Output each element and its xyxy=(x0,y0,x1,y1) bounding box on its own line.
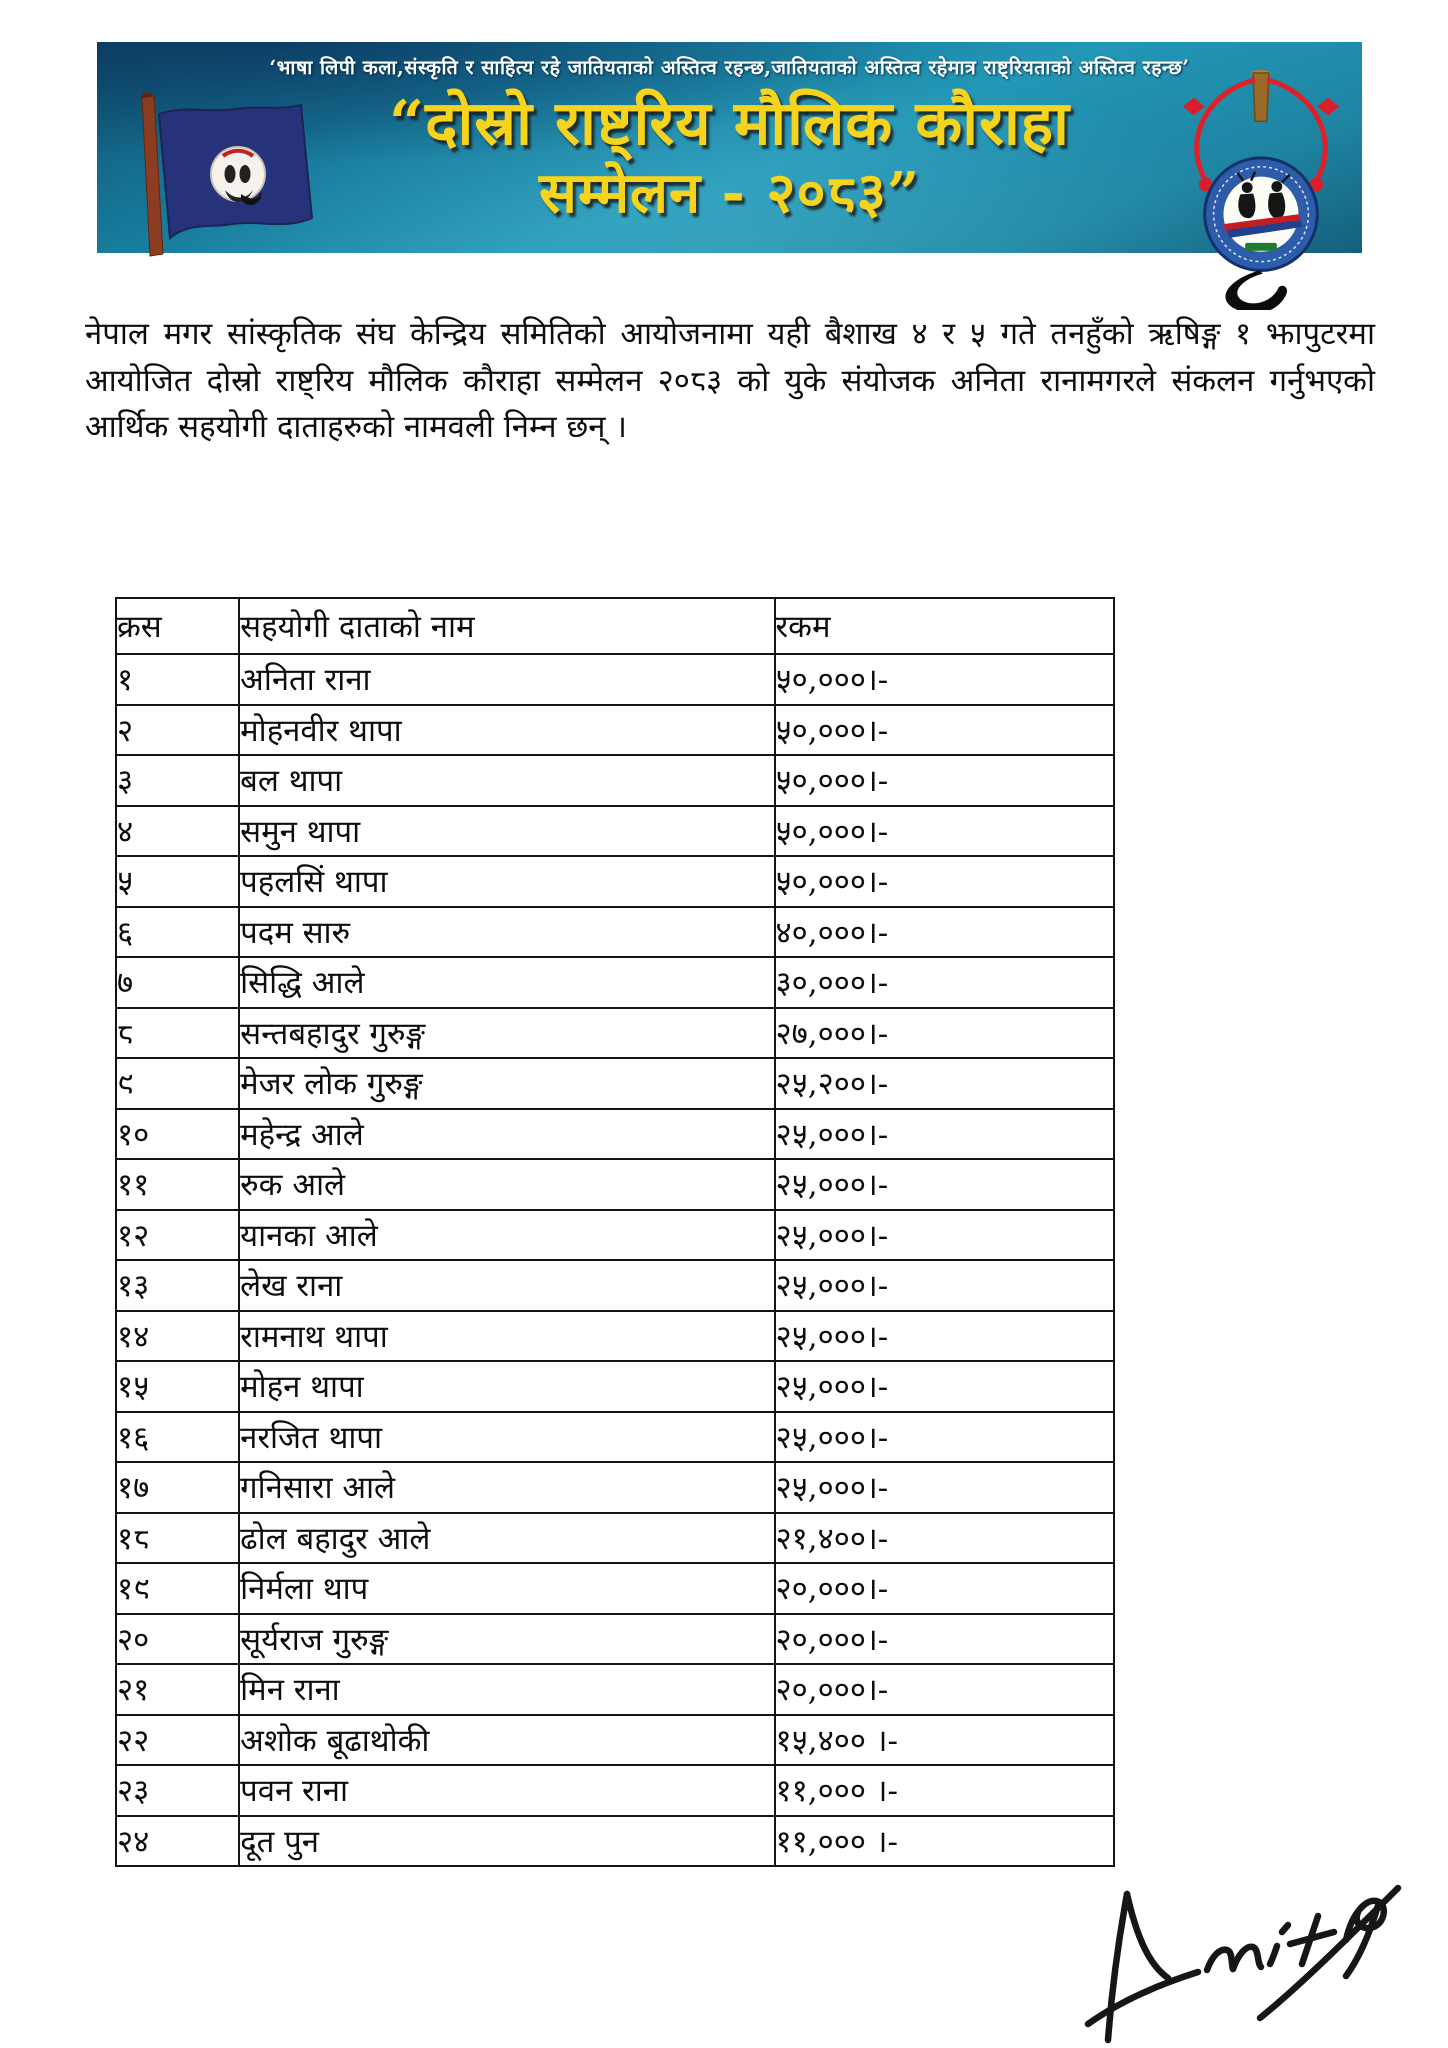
donor-serial: १६ xyxy=(116,1412,239,1463)
donor-serial: ८ xyxy=(116,1008,239,1059)
donor-row xyxy=(116,654,1114,705)
donor-serial: १९ xyxy=(116,1563,239,1614)
donor-name: लेख राना xyxy=(239,1260,774,1311)
donor-name: सन्तबहादुर गुरुङ्ग xyxy=(239,1008,774,1059)
donor-row xyxy=(116,1513,1114,1564)
donor-name: महेन्द्र आले xyxy=(239,1109,774,1160)
signature-anita-graphic xyxy=(1002,1872,1406,2048)
donor-serial: २ xyxy=(116,705,239,756)
donor-serial: २१ xyxy=(116,1664,239,1715)
donor-name: सिद्धि आले xyxy=(239,957,774,1008)
donor-row xyxy=(116,1008,1114,1059)
donor-name: अशोक बूढाथोकी xyxy=(239,1715,774,1766)
donor-amount: २५,०००।- xyxy=(775,1311,1115,1362)
donor-row xyxy=(116,1159,1114,1210)
donor-name: गनिसारा आले xyxy=(239,1462,774,1513)
donor-row xyxy=(116,856,1114,907)
donor-name: मोहनवीर थापा xyxy=(239,705,774,756)
donor-serial: ३ xyxy=(116,755,239,806)
donor-amount: ५०,०००।- xyxy=(775,654,1115,705)
banner-motto: ‘भाषा लिपी कला,संस्कृति र साहित्य रहे जातियताको अस्तित्व रहन्छ,जातियताको अस्तित्व रहेमात्र राष्ट्रियताको अस्तित्व रहन्छ’ xyxy=(269,56,1190,79)
donor-row xyxy=(116,957,1114,1008)
donor-row xyxy=(116,1715,1114,1766)
donor-amount: १५,४०० ।- xyxy=(775,1715,1115,1766)
header-donor-name: सहयोगी दाताको नाम xyxy=(239,598,774,654)
donor-amount: २०,०००।- xyxy=(775,1614,1115,1665)
header-serial: क्रस xyxy=(116,598,239,654)
donor-row xyxy=(116,806,1114,857)
donor-serial: ७ xyxy=(116,957,239,1008)
donor-amount: ३०,०००।- xyxy=(775,957,1115,1008)
donor-amount: २५,२००।- xyxy=(775,1058,1115,1109)
banner-title-line2: सम्मेलन - २०८३” xyxy=(538,160,921,226)
donor-name: नरजित थापा xyxy=(239,1412,774,1463)
donor-row xyxy=(116,1462,1114,1513)
intro-paragraph: नेपाल मगर सांस्कृतिक संघ केन्द्रिय समितिको आयोजनामा यही बैशाख ४ र ५ गते तनहुँको ऋषिङ्ग १ झापुटरमा आयोजित दोस्रो राष्ट्रिय मौलिक कौराहा सम्मेलन २०८३ को युके संयोजक अनिता रानामगरले संकलन गर्नुभएको आर्थिक सहयोगी दाताहरुको नामवली निम्न छन् । xyxy=(85,316,1375,445)
donor-amount: २५,०००।- xyxy=(775,1361,1115,1412)
donor-serial: २४ xyxy=(116,1816,239,1867)
donor-name: पवन राना xyxy=(239,1765,774,1816)
donor-amount: ५०,०००।- xyxy=(775,755,1115,806)
donors-table xyxy=(115,597,1115,1867)
donor-serial: २० xyxy=(116,1614,239,1665)
magar-flag-graphic xyxy=(113,90,331,262)
donor-row xyxy=(116,755,1114,806)
donor-serial: ११ xyxy=(116,1159,239,1210)
donor-row xyxy=(116,907,1114,958)
kauraha-emblem-graphic xyxy=(1172,68,1350,310)
donor-amount: ४०,०००।- xyxy=(775,907,1115,958)
donor-serial: ४ xyxy=(116,806,239,857)
donors-table-head xyxy=(116,598,1114,654)
donor-name: पदम सारु xyxy=(239,907,774,958)
donor-amount: २५,०००।- xyxy=(775,1462,1115,1513)
donor-row xyxy=(116,1361,1114,1412)
donor-serial: १ xyxy=(116,654,239,705)
donor-name: अनिता राना xyxy=(239,654,774,705)
donor-serial: २२ xyxy=(116,1715,239,1766)
donor-name: निर्मला थाप xyxy=(239,1563,774,1614)
donor-name: रुक आले xyxy=(239,1159,774,1210)
donor-row xyxy=(116,1816,1114,1867)
donor-amount: ५०,०००।- xyxy=(775,806,1115,857)
kauraha-emblem-icon xyxy=(1172,68,1350,308)
donor-name: मिन राना xyxy=(239,1664,774,1715)
donor-serial: १७ xyxy=(116,1462,239,1513)
donor-serial: १२ xyxy=(116,1210,239,1261)
donor-amount: २५,०००।- xyxy=(775,1159,1115,1210)
donor-name: दूत पुन xyxy=(239,1816,774,1867)
donor-row xyxy=(116,1664,1114,1715)
donor-serial: ६ xyxy=(116,907,239,958)
donors-table-body xyxy=(116,654,1114,1866)
donor-row xyxy=(116,1311,1114,1362)
donor-amount: ५०,०००।- xyxy=(775,705,1115,756)
header-row xyxy=(116,598,1114,654)
banner-title-line1: “दोस्रो राष्ट्रिय मौलिक कौराहा xyxy=(388,88,1070,159)
donor-amount: २०,०००।- xyxy=(775,1664,1115,1715)
donor-name: मोहन थापा xyxy=(239,1361,774,1412)
donor-name: ढोल बहादुर आले xyxy=(239,1513,774,1564)
donor-name: यानका आले xyxy=(239,1210,774,1261)
conference-banner xyxy=(97,42,1362,253)
donor-amount: २०,०००।- xyxy=(775,1563,1115,1614)
donor-amount: ११,००० ।- xyxy=(775,1765,1115,1816)
donor-amount: २५,०००।- xyxy=(775,1260,1115,1311)
donor-row xyxy=(116,1614,1114,1665)
donor-amount: २५,०००।- xyxy=(775,1109,1115,1160)
donor-name: सूर्यराज गुरुङ्ग xyxy=(239,1614,774,1665)
donor-row xyxy=(116,1260,1114,1311)
donor-amount: २५,०००।- xyxy=(775,1210,1115,1261)
donor-serial: १५ xyxy=(116,1361,239,1412)
donor-amount: २१,४००।- xyxy=(775,1513,1115,1564)
donor-serial: २३ xyxy=(116,1765,239,1816)
donor-amount: ५०,०००।- xyxy=(775,856,1115,907)
donor-amount: २७,०००।- xyxy=(775,1008,1115,1059)
donor-row xyxy=(116,1412,1114,1463)
donor-name: रामनाथ थापा xyxy=(239,1311,774,1362)
donor-amount: ११,००० ।- xyxy=(775,1816,1115,1867)
donor-serial: १३ xyxy=(116,1260,239,1311)
donor-serial: ९ xyxy=(116,1058,239,1109)
magar-flag-icon xyxy=(113,90,331,262)
header-amount: रकम xyxy=(775,598,1115,654)
donor-serial: ५ xyxy=(116,856,239,907)
donor-row xyxy=(116,1058,1114,1109)
donor-row xyxy=(116,705,1114,756)
donor-serial: १८ xyxy=(116,1513,239,1564)
handwritten-signature xyxy=(1002,1872,1406,2048)
donor-name: मेजर लोक गुरुङ्ग xyxy=(239,1058,774,1109)
donor-name: समुन थापा xyxy=(239,806,774,857)
donor-row xyxy=(116,1109,1114,1160)
donor-serial: १० xyxy=(116,1109,239,1160)
donor-row xyxy=(116,1765,1114,1816)
donor-name: पहलसिं थापा xyxy=(239,856,774,907)
donor-name: बल थापा xyxy=(239,755,774,806)
donor-row xyxy=(116,1563,1114,1614)
donor-serial: १४ xyxy=(116,1311,239,1362)
donor-amount: २५,०००।- xyxy=(775,1412,1115,1463)
donor-row xyxy=(116,1210,1114,1261)
